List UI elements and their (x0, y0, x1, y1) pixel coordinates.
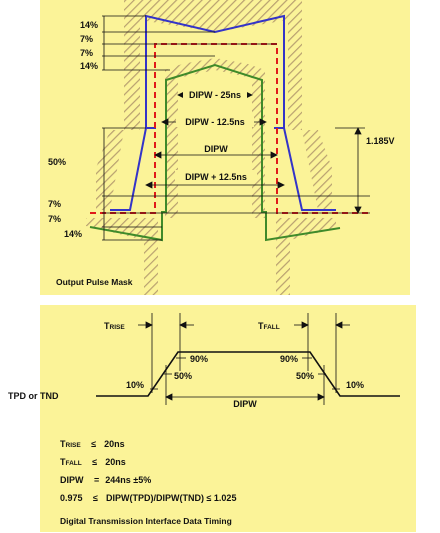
rise-fall-arrows (138, 322, 350, 328)
dipw-timing-label: DIPW (233, 399, 257, 409)
level-left-10: 10% (126, 380, 145, 390)
voltage-label: 1.185V (366, 136, 395, 146)
pct-label-7-a: 7% (80, 34, 94, 44)
pct-label-14-bottom: 14% (64, 229, 83, 239)
pulse-mask-diagram (40, 0, 410, 295)
width-label-dipw-minus-12-5: DIPW - 12.5ns (185, 117, 245, 127)
timing-markers (152, 313, 336, 405)
width-label-dipw: DIPW (204, 144, 228, 154)
output-pulse-mask-panel (40, 0, 410, 295)
trise-label: TRISE (104, 321, 125, 331)
data-timing-panel (8, 305, 416, 532)
width-label-dipw-plus-12-5: DIPW + 12.5ns (185, 172, 247, 182)
width-label-dipw-minus-25: DIPW - 25ns (188, 90, 242, 100)
level-left-90: 90% (190, 354, 209, 364)
spec-list (60, 439, 236, 503)
timing-caption: Digital Transmission Interface Data Timing (60, 516, 232, 526)
pct-label-14-mid: 14% (80, 61, 99, 71)
level-right-90: 90% (280, 354, 299, 364)
spec-row-dipw: DIPW = 244ns ±5% (60, 475, 152, 485)
pct-label-50: 50% (48, 157, 67, 167)
spec-row-ratio: 0.975 ≤ DIPW(TPD)/DIPW(TND) ≤ 1.025 (60, 493, 237, 503)
voltage-dimension (335, 128, 365, 213)
mask-caption: Output Pulse Mask (56, 277, 133, 287)
pct-label-7-c: 7% (48, 199, 62, 209)
level-left-50: 50% (174, 371, 193, 381)
pct-label-7-b: 7% (80, 48, 94, 58)
level-right-10: 10% (346, 380, 365, 390)
spec-row-trise: TRISE ≤ 20ns (60, 439, 125, 449)
level-right-50: 50% (296, 371, 315, 381)
spec-row-tfall: TFALL ≤ 20ns (60, 457, 126, 467)
pct-label-14-top: 14% (80, 20, 99, 30)
signal-label: TPD or TND (8, 391, 59, 401)
data-timing-diagram (8, 305, 416, 532)
tfall-label: TFALL (258, 321, 280, 331)
pct-label-7-d: 7% (48, 214, 62, 224)
